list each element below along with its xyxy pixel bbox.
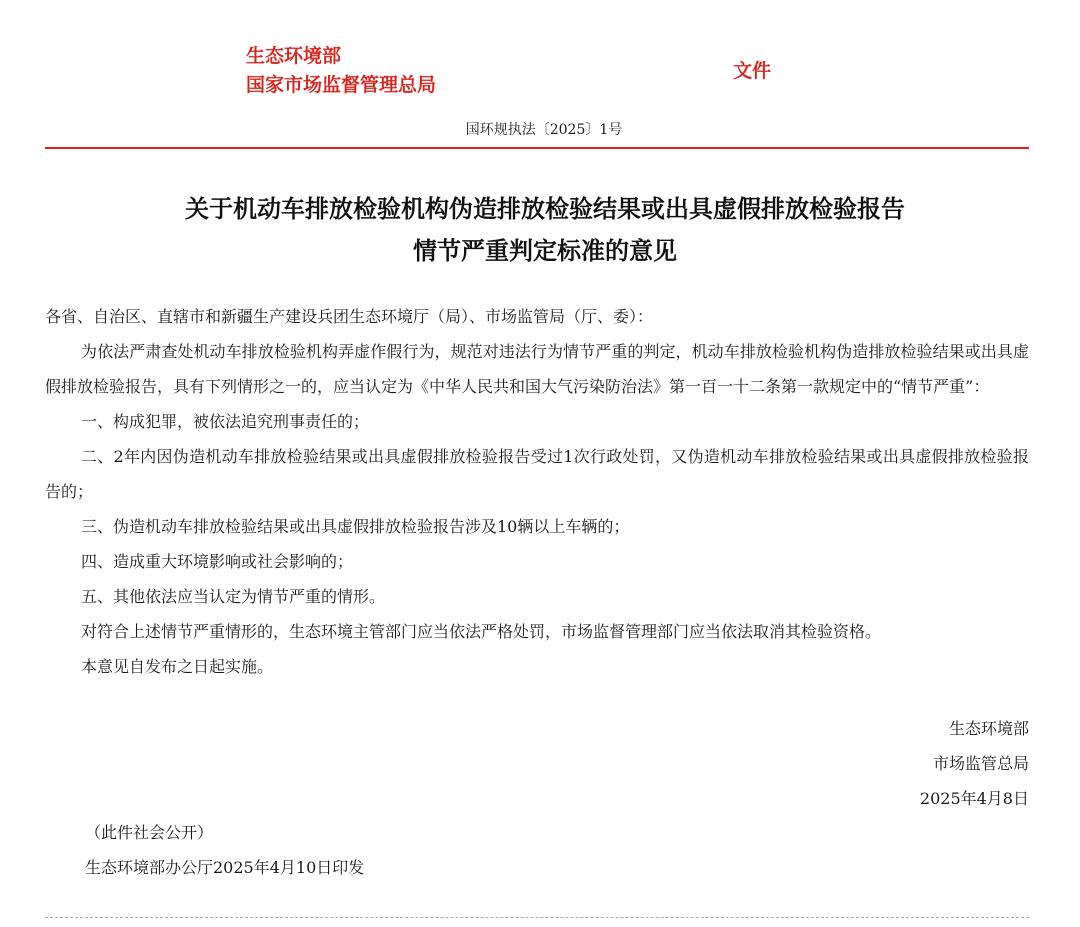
list-item: 三、伪造机动车排放检验结果或出具虚假排放检验报告涉及10辆以上车辆的； xyxy=(81,517,630,536)
dashed-separator-line xyxy=(45,917,1029,918)
list-item: 二、2年内因伪造机动车排放检验结果或出具虚假排放检验报告受过1次行政处罚，又伪造机动车排放检验结果或出具虚假排放检验报告的； xyxy=(45,447,1029,501)
addressee-line: 各省、自治区、直辖市和新疆生产建设兵团生态环境厅（局）、市场监管局（厅、委）： xyxy=(45,307,654,326)
title-line-2: 情节严重判定标准的意见 xyxy=(413,236,677,265)
document-type-label: 文件 xyxy=(733,60,772,82)
enforcement-paragraph: 对符合上述情节严重情形的，生态环境主管部门应当依法严格处罚，市场监督管理部门应当依法取消其检验资格。 xyxy=(81,622,882,641)
red-separator-line xyxy=(45,147,1029,149)
document-title xyxy=(0,188,1080,272)
print-issuance-note: 生态环境部办公厅2025年4月10日印发 xyxy=(85,858,365,877)
issuer-ministry-ecology: 生态环境部 xyxy=(246,45,342,67)
list-item: 四、造成重大环境影响或社会影响的； xyxy=(81,552,354,571)
effective-date-paragraph: 本意见自发布之日起实施。 xyxy=(81,657,274,676)
document-number: 国环规执法〔2025〕1号 xyxy=(465,122,623,138)
list-item: 一、构成犯罪，被依法追究刑事责任的； xyxy=(81,412,370,431)
public-disclosure-note: （此件社会公开） xyxy=(85,823,214,842)
intro-paragraph: 为依法严肃查处机动车排放检验机构弄虚作假行为，规范对违法行为情节严重的判定，机动车排放检验机构伪造排放检验结果或出具虚假排放检验报告，具有下列情形之一的，应当认定为《中华人民共和国大气污染防治法》第一百一十二条第一款规定中的“情节严重”： xyxy=(45,342,1029,396)
signature-date: 2025年4月8日 xyxy=(919,789,1029,808)
document-body xyxy=(45,299,1029,684)
title-line-1: 关于机动车排放检验机构伪造排放检验结果或出具虚假排放检验报告 xyxy=(185,194,905,223)
list-item: 五、其他依法应当认定为情节严重的情形。 xyxy=(81,587,386,606)
signature-block xyxy=(920,711,1029,816)
issuer-market-regulation: 国家市场监督管理总局 xyxy=(246,74,437,96)
signature-org-2: 市场监管总局 xyxy=(932,754,1029,773)
signature-org-1: 生态环境部 xyxy=(948,719,1029,738)
issuing-authorities xyxy=(246,42,436,100)
